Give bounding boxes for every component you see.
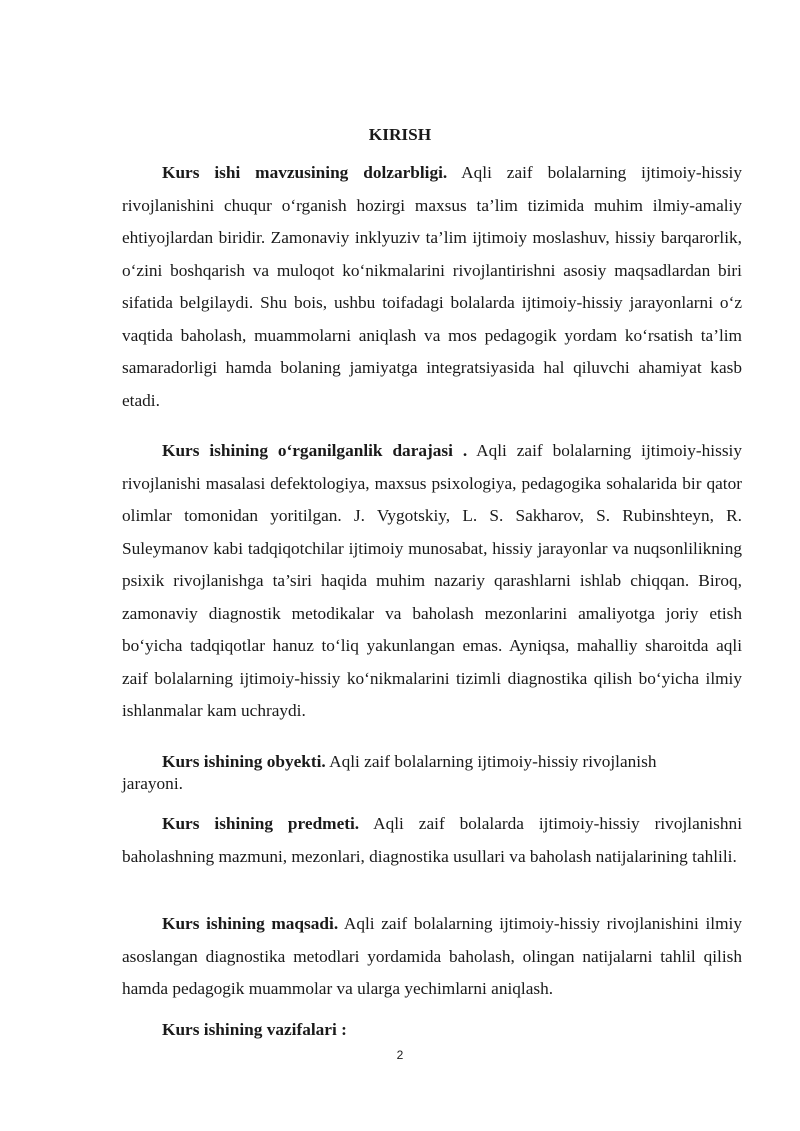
section-heading: Kurs ishining predmeti.: [162, 814, 360, 833]
section-relevance: [122, 157, 742, 417]
section-object: [122, 751, 707, 795]
section-heading: Kurs ishining obyekti.: [162, 752, 326, 771]
page-title: KIRISH: [368, 125, 432, 144]
page-number: 2: [396, 1048, 404, 1062]
section-heading: Kurs ishining vazifalari :: [162, 1020, 347, 1039]
section-text: Aqli zaif bolalarning ijtimoiy-hissiy rivojlanishi masalasi defektologiya, maxsus psixologiya, pedagogika sohalarida bir qator olimlar tomonidan yoritilgan. J. Vygotskiy, L. S. Sakharov, S. Rubinshteyn, R. Suleymanov kabi tadqiqotchilar ijtimoiy munosabat, hissiy jarayonlar va nuqsonlilikning psixik rivojlanishga ta’siri haqida muhim nazariy qarashlarni ishlab chiqqan. Biroq, zamonaviy diagnostik metodikalar va baholash mezonlarini amaliyotga joriy etish bo‘yicha tadqiqotlar hanuz to‘liq yakunlangan emas. Ayniqsa, mahalliy sharoitda aqli zaif bolalarning ijtimoiy-hissiy ko‘nikmalarini tizimli diagnostika qilish bo‘yicha ilmiy ishlanmalar kam uchraydi.: [122, 441, 742, 720]
section-text: Aqli zaif bolalarning ijtimoiy-hissiy rivojlanishini chuqur o‘rganish hozirgi maxsus ta’lim tizimida muhim ilmiy-amaliy ehtiyojlardan biridir. Zamonaviy inklyuziv ta’lim ijtimoiy moslashuv, hissiy barqarorlik, o‘zini boshqarish va muloqot ko‘nikmalarini rivojlantirishni asosiy maqsadlardan biri sifatida belgilaydi. Shu bois, ushbu toifadagi bolalarda ijtimoiy-hissiy jarayonlarni o‘z vaqtida baholash, muammolarni aniqlash va mos pedagogik yordam ko‘rsatish ta’lim samaradorligi hamda bolaning jamiyatga integratsiyasida hal qiluvchi ahamiyat kasb etadi.: [122, 163, 742, 410]
section-study-level: [122, 435, 742, 728]
section-heading: Kurs ishi mavzusining dolzarbligi.: [162, 163, 448, 182]
section-heading: Kurs ishining o‘rganilganlik darajasi .: [162, 441, 468, 460]
section-goal: [122, 908, 742, 1006]
section-subject: [122, 808, 742, 873]
section-text: Aqli zaif bolalarda ijtimoiy-hissiy rivojlanishni baholashning mazmuni, mezonlari, diagnostika usullari va baholash natijalarining tahlili.: [122, 814, 742, 866]
section-text: Aqli zaif bolalarning ijtimoiy-hissiy rivojlanishini ilmiy asoslangan diagnostika metodlari yordamida baholash, olingan natijalarni tahlil qilish hamda pedagogik muammolar va ularga yechimlarni aniqlash.: [122, 914, 742, 998]
section-heading: Kurs ishining maqsadi.: [162, 914, 339, 933]
section-tasks: [122, 1014, 742, 1047]
section-text: Aqli zaif bolalarning ijtimoiy-hissiy rivojlanish jarayoni.: [122, 752, 657, 793]
